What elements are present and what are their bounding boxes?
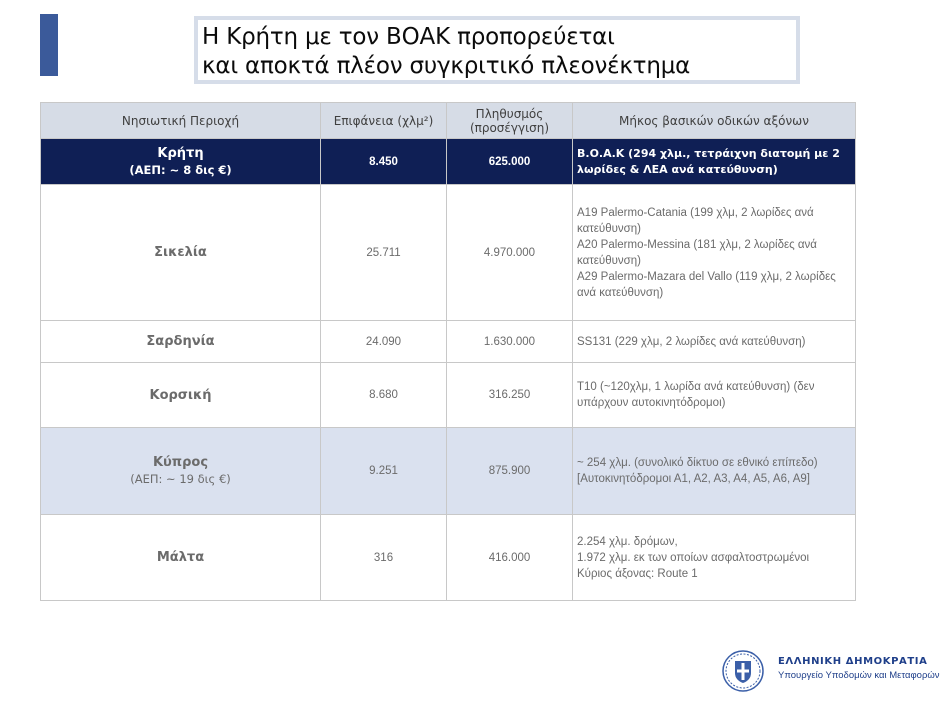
roads-cell [573,139,856,185]
table-row-sardinia [41,321,856,363]
table-row-crete [41,139,856,185]
area-cell: 316 [321,515,447,601]
population-cell: 416.000 [447,515,573,601]
header-roads: Μήκος βασικών οδικών αξόνων [573,103,856,139]
region-name: Σικελία [154,245,207,260]
roads-cell [573,363,856,428]
logo-title: ΕΛΛΗΝΙΚΗ ΔΗΜΟΚΡΑΤΙΑ [778,656,928,667]
region-cell [41,185,321,321]
header-area: Επιφάνεια (χλμ²) [321,103,447,139]
region-name: Κορσική [149,387,212,403]
header-population: Πληθυσμός (προσέγγιση) [447,103,573,139]
population-cell: 875.900 [447,428,573,515]
title-line-1: Η Κρήτη με τον ΒΟΑΚ προπορεύεται [202,24,615,50]
table-row-corsica [41,363,856,428]
road-line: A19 Palermo-Catania (199 χλμ, 2 λωρίδες ανά κατεύθυνση) [577,206,814,235]
region-name: Μάλτα [156,550,205,565]
region-cell [41,139,321,185]
ministry-logo [722,650,940,692]
population-cell: 625.000 [447,139,573,185]
road-line: Κύριος άξονας: Route 1 [577,567,698,580]
region-name: Κρήτη [157,145,204,161]
comparison-table [40,102,856,601]
table-header-row [41,103,856,139]
region-gdp: (ΑΕΠ: ~ 8 δις €) [129,162,232,177]
region-name: Κύπρος [152,455,209,470]
roads-cell [573,185,856,321]
region-cell [41,363,321,428]
area-cell: 9.251 [321,428,447,515]
road-line: ~ 254 χλμ. (συνολικό δίκτυο σε εθνικό επίπεδο) [577,457,818,469]
table-row-sicily [41,185,856,321]
road-line: 1.972 χλμ. εκ των οποίων ασφαλτοστρωμένοι [577,551,810,564]
table-row-cyprus [41,428,856,515]
population-cell: 1.630.000 [447,321,573,363]
road-line: 2.254 χλμ. δρόμων, [577,535,678,548]
area-cell: 25.711 [321,185,447,321]
population-cell: 4.970.000 [447,185,573,321]
region-cell [41,428,321,515]
region-gdp: (ΑΕΠ: ~ 19 δις €) [130,472,231,486]
population-cell: 316.250 [447,363,573,428]
header-region: Νησιωτική Περιοχή [41,103,321,139]
region-cell [41,515,321,601]
greek-coat-of-arms-icon [722,650,764,692]
area-cell: 8.450 [321,139,447,185]
area-cell: 8.680 [321,363,447,428]
roads-cell [573,515,856,601]
title-box [194,16,800,84]
table-row-malta [41,515,856,601]
title-line-2: και αποκτά πλέον συγκριτικό πλεονέκτημα [202,53,691,79]
road-line: A29 Palermo-Mazara del Vallo (119 χλμ, 2 λωρίδες ανά κατεύθυνση) [577,270,836,299]
region-cell [41,321,321,363]
region-name: Σαρδηνία [146,334,215,349]
road-line: Β.Ο.Α.Κ (294 χλμ., τετράιχνη διατομή με 2 λωρίδες & ΛΕΑ ανά κατεύθυνση) [577,146,840,176]
road-line: T10 (~120χλμ, 1 λωρίδα ανά κατεύθυνση) (δεν υπάρχουν αυτοκινητόδρομοι) [577,381,815,409]
roads-cell [573,428,856,515]
roads-cell [573,321,856,363]
road-line: A20 Palermo-Messina (181 χλμ, 2 λωρίδες ανά κατεύθυνση) [577,238,817,267]
road-line: [Αυτοκινητόδρομοι Α1, Α2, Α3, Α4, Α5, Α6, Α9] [577,473,810,485]
logo-subtitle: Υπουργείο Υποδομών και Μεταφορών [778,670,940,681]
area-cell: 24.090 [321,321,447,363]
accent-bar [40,14,58,76]
road-line: SS131 (229 χλμ, 2 λωρίδες ανά κατεύθυνση) [577,335,806,348]
